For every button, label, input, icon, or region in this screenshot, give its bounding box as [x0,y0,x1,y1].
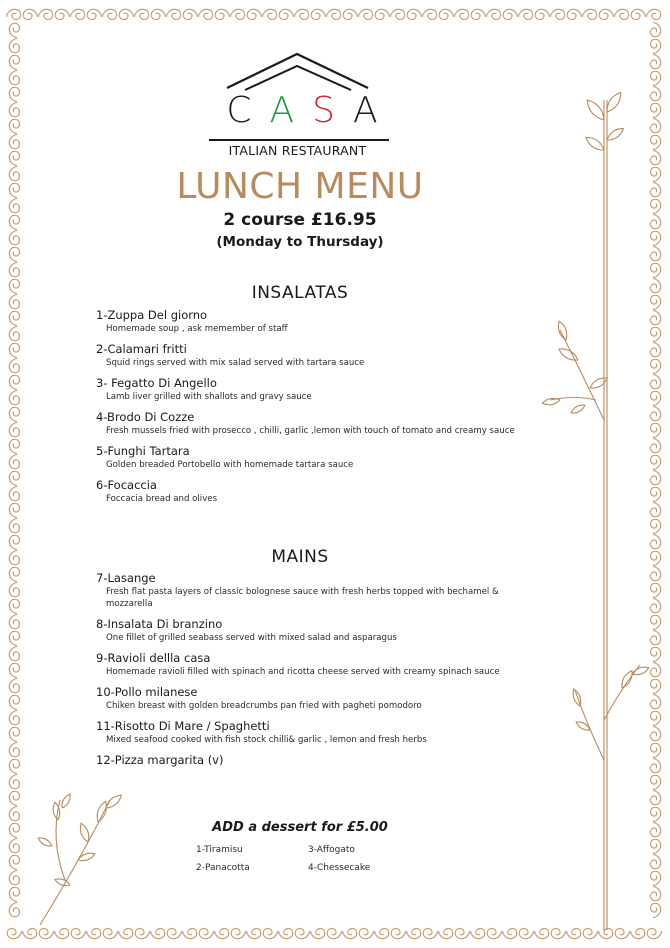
item-description: Foccacia bread and olives [106,494,218,504]
menu-title: LUNCH MENU [176,166,424,207]
list-item [96,342,516,369]
dessert-option: 3-Affogato [308,845,355,855]
item-description: Fresh mussels fried with prosecco , chilli, garlic ,lemon with touch of tomato and creamy sauce [106,426,515,436]
mains-list [96,571,516,775]
item-description: Homemade soup , ask memember of staff [106,324,288,334]
item-name: 9-Ravioli dellla casa [96,651,211,665]
list-item [96,685,516,712]
logo-divider [209,139,389,141]
section-heading-mains: MAINS [271,547,329,567]
list-item [96,376,516,403]
restaurant-logo [205,50,390,158]
list-item [96,651,516,678]
list-item [96,478,516,505]
item-name: 12-Pizza margarita (v) [96,753,224,767]
roof-icon [205,50,390,95]
list-item [96,410,516,437]
item-description: Homemade ravioli filled with spinach and ricotta cheese served with creamy spinach sauce [106,667,500,677]
list-item [96,571,516,610]
item-name: 4-Brodo Di Cozze [96,410,195,424]
logo-letter: C [226,90,261,131]
item-description: Fresh flat pasta layers of classic bolognese sauce with fresh herbs topped with bechamel & mozzarella [106,587,499,609]
logo-letter: S [312,90,344,131]
item-description: Squid rings served with mix salad served with tartara sauce [106,358,365,368]
item-description: Lamb liver grilled with shallots and gravy sauce [106,392,312,402]
insalatas-list [96,308,516,512]
list-item [96,753,516,768]
section-heading-insalatas: INSALATAS [251,283,349,303]
item-name: 1-Zuppa Del giorno [96,308,208,322]
item-description: One fillet of grilled seabass served with mixed salad and asparagus [106,633,397,643]
logo-wordmark [205,90,390,131]
item-description: Golden breaded Portobello with homemade tartara sauce [106,460,354,470]
course-price: 2 course £16.95 [223,210,377,230]
item-name: 5-Funghi Tartara [96,444,190,458]
item-name: 3- Fegatto Di Angello [96,376,217,390]
item-name: 11-Risotto Di Mare / Spaghetti [96,719,270,733]
logo-letter: A [353,90,387,131]
dessert-option: 4-Chessecake [308,863,371,873]
list-item [96,617,516,644]
list-item [96,308,516,335]
availability-days: (Monday to Thursday) [216,234,384,250]
list-item [96,719,516,746]
dessert-option: 2-Panacotta [196,863,250,873]
item-name: 2-Calamari fritti [96,342,187,356]
item-name: 8-Insalata Di branzino [96,617,223,631]
item-description: Mixed seafood cooked with fish stock chilli& garlic , lemon and fresh herbs [106,735,427,745]
logo-subtitle: ITALIAN RESTAURANT [228,143,367,158]
item-name: 7-Lasange [96,571,156,585]
item-name: 6-Focaccia [96,478,157,492]
list-item [96,444,516,471]
item-name: 10-Pollo milanese [96,685,198,699]
dessert-offer-title: ADD a dessert for £5.00 [212,820,388,835]
dessert-option: 1-Tiramisu [196,845,243,855]
logo-letter: A [269,90,304,131]
item-description: Chiken breast with golden breadcrumbs pan fried with pagheti pomodoro [106,701,422,711]
